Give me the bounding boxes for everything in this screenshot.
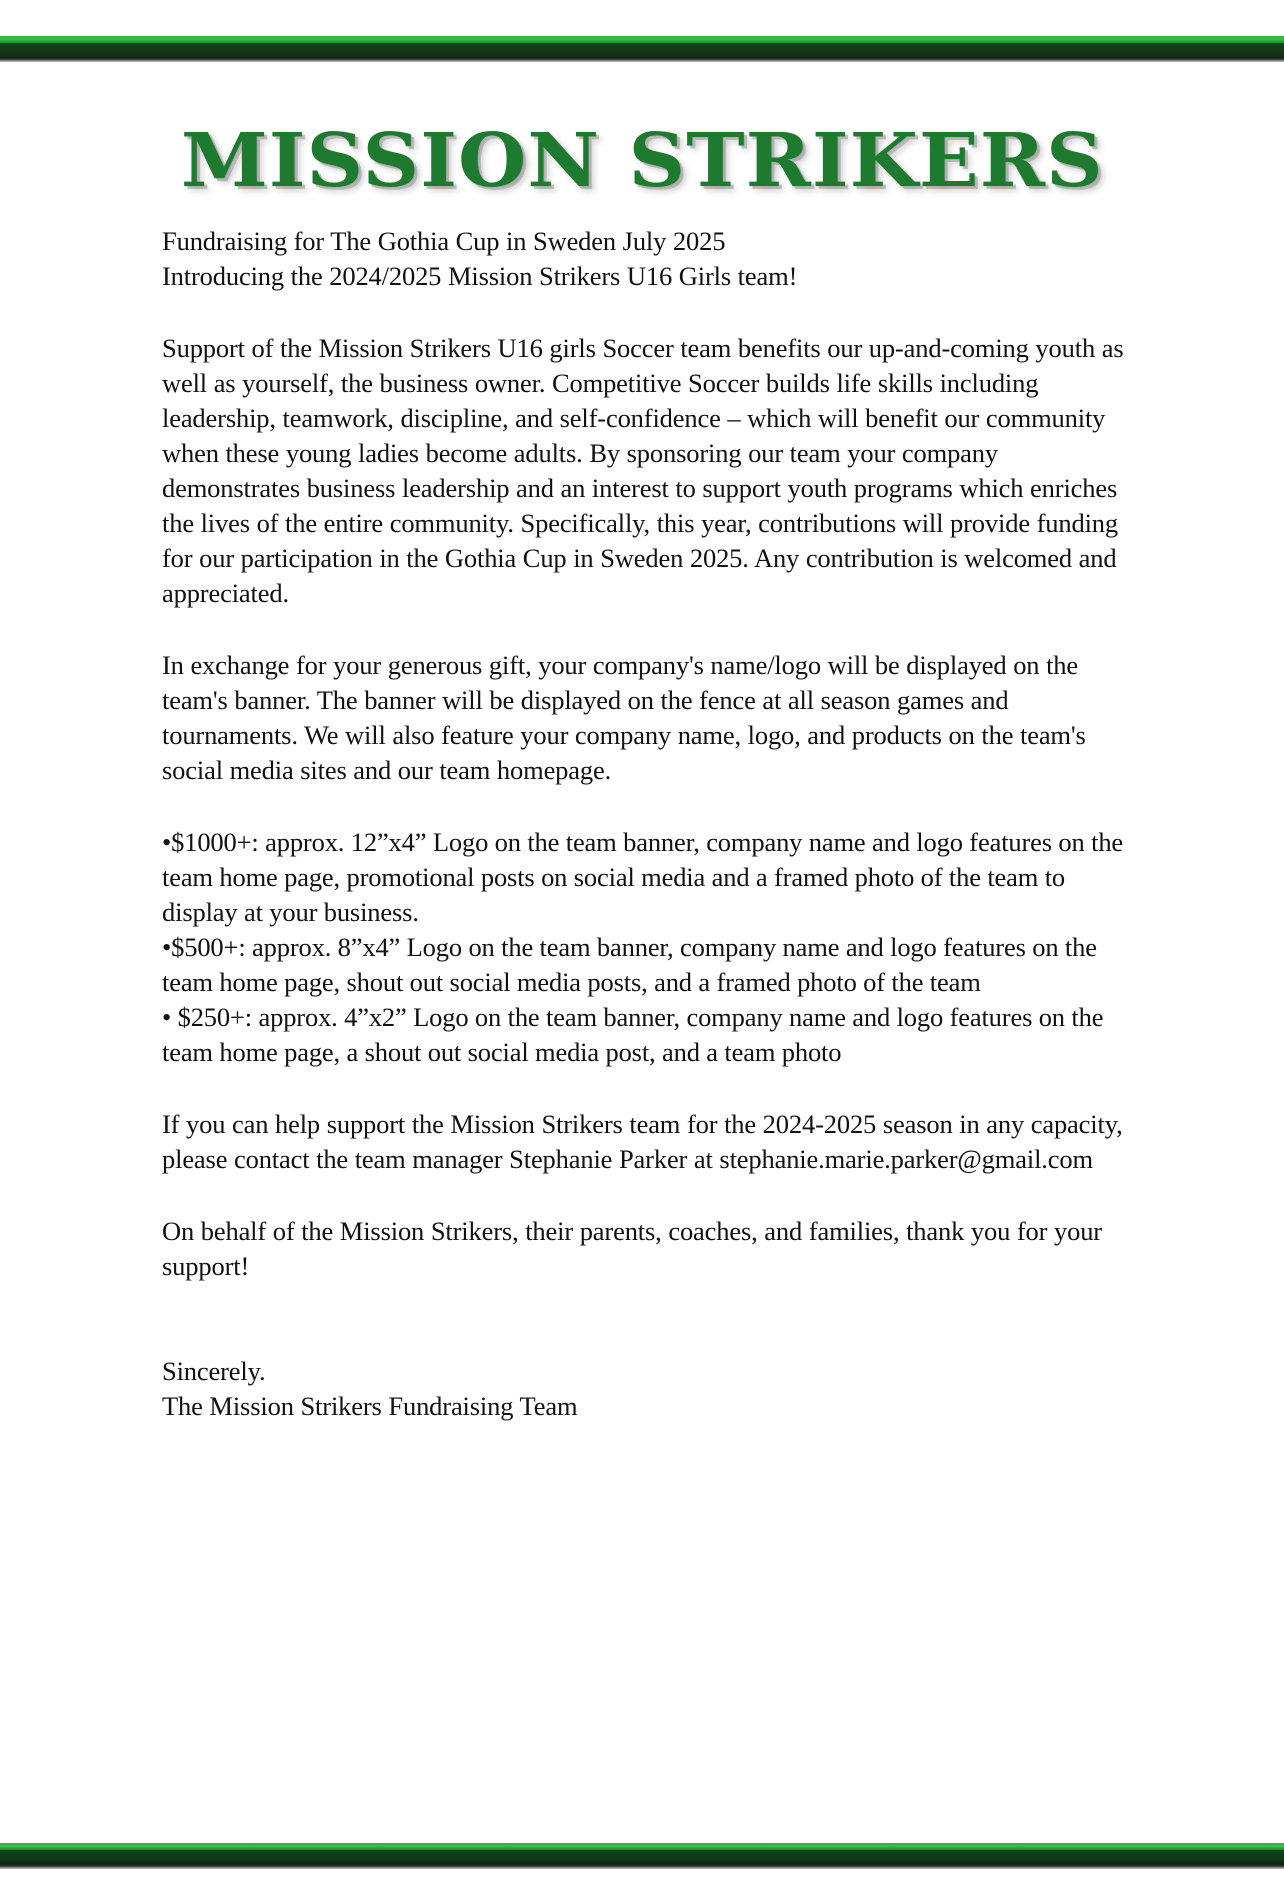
- spacer-after-intro: [162, 294, 1126, 331]
- signoff-sincerely: Sincerely.: [162, 1356, 266, 1386]
- sponsorship-tier-500: •$500+: approx. 8”x4” Logo on the team banner, company name and logo features on the team home page, shout out social media posts, and a framed photo of the team: [162, 932, 1097, 997]
- spacer-before-signoff: [162, 1284, 1126, 1354]
- signoff-team: The Mission Strikers Fundraising Team: [162, 1391, 578, 1421]
- bottom-border-body: [0, 1850, 1284, 1864]
- paragraph-contact: If you can help support the Mission Strikers team for the 2024-2025 season in any capacity, please contact the team manager Stephanie Parker at stephanie.marie.parker@gmail.com: [162, 1109, 1123, 1174]
- page-title: MISSION STRIKERS: [180, 118, 1104, 204]
- document-sheet: [0, 62, 1284, 1424]
- spacer-after-exchange: [162, 788, 1126, 825]
- paragraph-thanks: On behalf of the Mission Strikers, their parents, coaches, and families, thank you for your support!: [162, 1216, 1102, 1281]
- sponsorship-tier-250: • $250+: approx. 4”x2” Logo on the team banner, company name and logo features on the team home page, a shout out social media post, and a team photo: [162, 1002, 1104, 1067]
- top-border-rule: [0, 36, 1284, 62]
- sponsorship-tier-list: [162, 825, 1126, 1070]
- title-container: [0, 62, 1284, 224]
- intro-line-introducing: Introducing the 2024/2025 Mission Strikers U16 Girls team!: [162, 261, 798, 291]
- bottom-border-shadow: [0, 1864, 1284, 1869]
- sponsorship-tier-1000: •$1000+: approx. 12”x4” Logo on the team banner, company name and logo features on the team home page, promotional posts on social media and a framed photo of the team to display at your business.: [162, 827, 1124, 927]
- top-border-highlight: [0, 36, 1284, 43]
- top-border-body: [0, 43, 1284, 57]
- spacer-after-support: [162, 611, 1126, 648]
- spacer-after-tiers: [162, 1070, 1126, 1107]
- paragraph-support: Support of the Mission Strikers U16 girls Soccer team benefits our up-and-coming youth as well as yourself, the business owner. Competitive Soccer builds life skills including leadership, teamwork, discipline, and self-confidence – which will benefit our community when these young ladies become adults. By sponsoring our team your company demonstrates business leadership and an interest to support youth programs which enriches the lives of the entire community. Specifically, this year, contributions will provide funding for our participation in the Gothia Cup in Sweden 2025. Any contribution is welcomed and appreciated.: [162, 333, 1124, 608]
- bottom-border-rule: [0, 1843, 1284, 1869]
- paragraph-exchange: In exchange for your generous gift, your company's name/logo will be displayed on the team's banner. The banner will be displayed on the fence at all season games and tournaments. We will also feature your company name, logo, and products on the team's social media sites and our team homepage.: [162, 650, 1086, 785]
- intro-line-fundraising: Fundraising for The Gothia Cup in Sweden July 2025: [162, 226, 726, 256]
- document-body: [158, 224, 1126, 1424]
- bottom-border-highlight: [0, 1843, 1284, 1850]
- spacer-after-contact: [162, 1177, 1126, 1214]
